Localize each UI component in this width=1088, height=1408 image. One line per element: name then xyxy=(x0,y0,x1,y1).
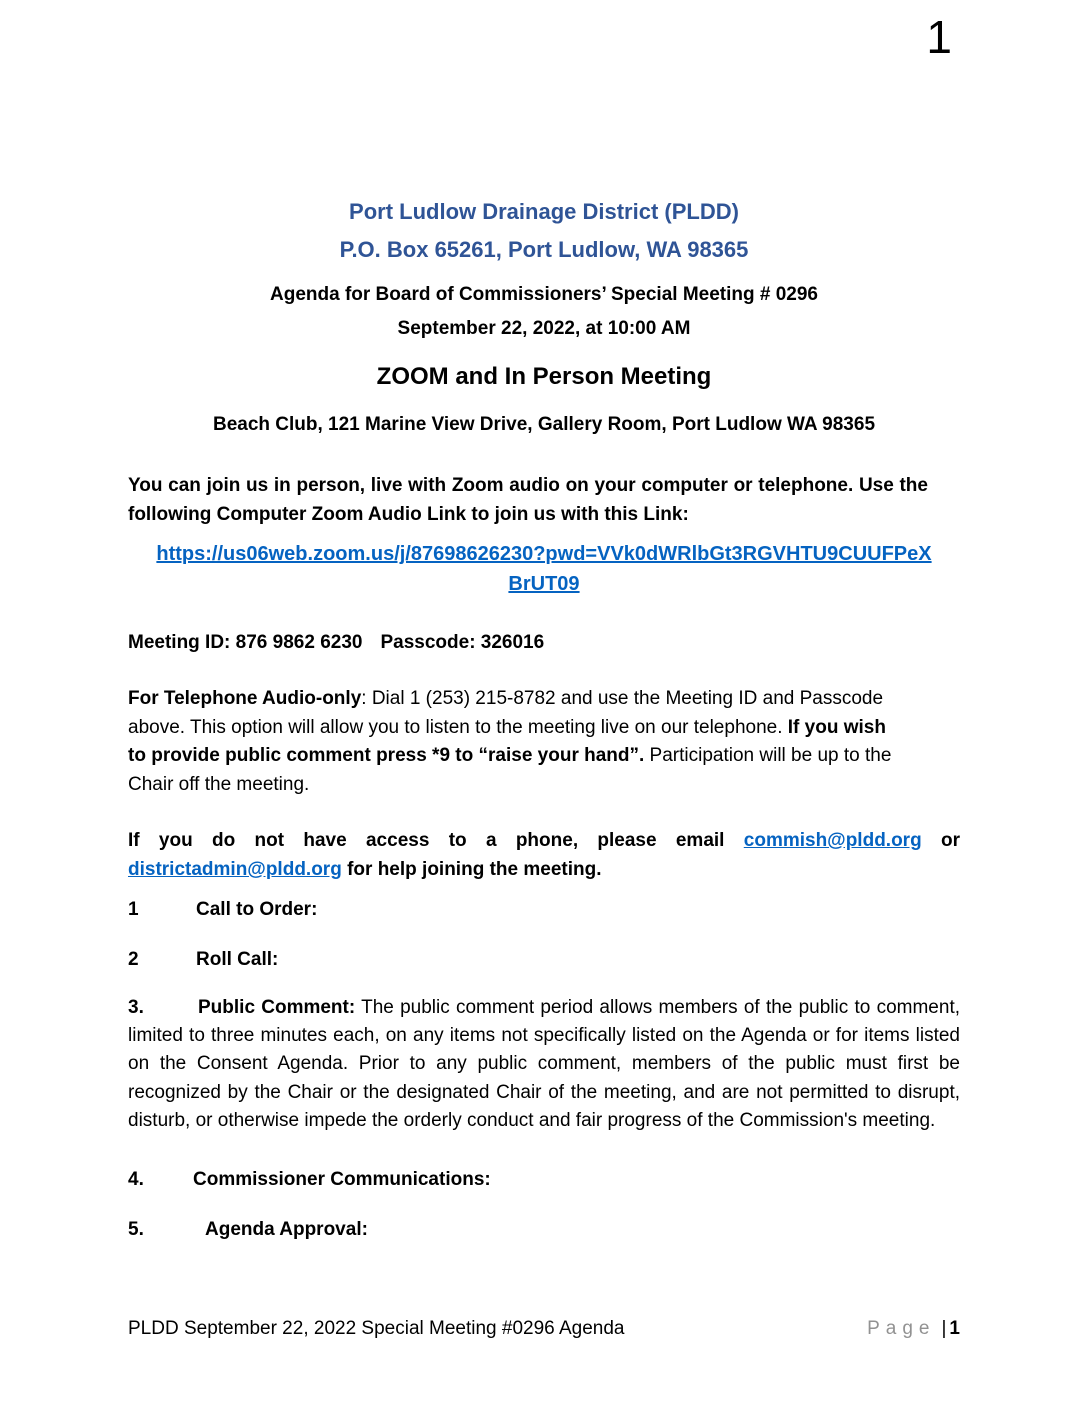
email-link-districtadmin[interactable]: districtadmin@pldd.org xyxy=(128,859,342,880)
telephone-label: For Telephone Audio-only xyxy=(128,688,362,709)
footer-separator: | xyxy=(941,1318,947,1339)
footer-page-indicator xyxy=(867,1315,960,1343)
agenda-item-number: 3. xyxy=(128,997,144,1018)
agenda-item-title: Public Comment: xyxy=(198,997,356,1018)
agenda-item-number: 5. xyxy=(128,1219,144,1240)
agenda-item-commissioner-communications xyxy=(128,1165,960,1194)
agenda-item-number: 4. xyxy=(128,1169,144,1190)
meeting-location: Beach Club, 121 Marine View Drive, Gallery Room, Port Ludlow WA 98365 xyxy=(212,414,876,435)
passcode-text: Passcode: 326016 xyxy=(380,632,545,653)
page-stamp-number: 1 xyxy=(926,11,952,63)
agenda-item-call-to-order xyxy=(128,895,960,924)
agenda-item-roll-call xyxy=(128,945,960,974)
meeting-datetime: September 22, 2022, at 10:00 AM xyxy=(397,318,691,339)
telephone-text-2: Participation will be up to the Chair off the meeting. xyxy=(128,745,892,795)
zoom-link-block xyxy=(128,539,960,599)
meeting-type-heading: ZOOM and In Person Meeting xyxy=(376,363,712,390)
email-help-text-1: If you do not have access to a phone, please email xyxy=(128,830,744,851)
agenda-item-number: 2 xyxy=(128,949,139,970)
email-help-paragraph xyxy=(128,826,960,884)
agenda-item-title: Commissioner Communications: xyxy=(193,1169,491,1190)
footer-document-title: PLDD September 22, 2022 Special Meeting #0296 Agenda xyxy=(128,1318,625,1339)
agenda-title: Agenda for Board of Commissioners’ Special Meeting # 0296 xyxy=(270,284,818,305)
join-instructions: You can join us in person, live with Zoom audio on your computer or telephone. Use the following Computer Zoom Audio Link to join us with this Link: xyxy=(128,475,928,525)
email-help-text-2: or xyxy=(921,830,960,851)
agenda-item-number: 1 xyxy=(128,899,139,920)
telephone-instructions xyxy=(128,685,908,799)
agenda-item-title: Roll Call: xyxy=(196,949,279,970)
zoom-link-line1: https://us06web.zoom.us/j/87698626230?pwd=VVk0dWRlbGt3RGVHTU9CUUFPeX xyxy=(156,543,932,565)
zoom-link-line2: BrUT09 xyxy=(508,573,580,595)
footer-page-word: Page xyxy=(867,1318,936,1339)
email-help-text-3: for help joining the meeting. xyxy=(341,859,602,880)
org-header xyxy=(128,193,960,269)
agenda-item-public-comment xyxy=(128,994,960,1135)
agenda-item-description: The public comment period allows members of the public to comment, limited to three minutes each, on any items not specifically listed on the Agenda or for items listed on the Consent Agenda. Prior to any public comment, members of the public must first be recognized by the Chair or the designated Chair of the meeting, and are not permitted to disrupt, disturb, or otherwise impede the orderly conduct and fair progress of the Commission's meeting. xyxy=(128,997,960,1131)
zoom-meeting-link[interactable] xyxy=(156,543,931,595)
meeting-credentials xyxy=(128,629,960,657)
org-address: P.O. Box 65261, Port Ludlow, WA 98365 xyxy=(339,237,749,262)
footer-page-number: 1 xyxy=(949,1318,960,1339)
email-link-commish[interactable]: commish@pldd.org xyxy=(743,830,922,851)
telephone-text-1: : Dial 1 (253) 215-8782 and use the Meeting ID and Passcode above. This option will allow you to listen to the meeting live on our telephone. xyxy=(128,688,884,738)
page-footer xyxy=(128,1315,960,1343)
agenda-item-title: Agenda Approval: xyxy=(205,1219,368,1240)
agenda-item-agenda-approval xyxy=(128,1215,960,1244)
telephone-bold-note: If you wish to provide public comment press *9 to “raise your hand”. xyxy=(128,716,886,766)
org-title: Port Ludlow Drainage District (PLDD) xyxy=(349,199,739,224)
agenda-item-title: Call to Order: xyxy=(196,899,318,920)
meeting-id-text: Meeting ID: 876 9862 6230 xyxy=(128,632,363,653)
